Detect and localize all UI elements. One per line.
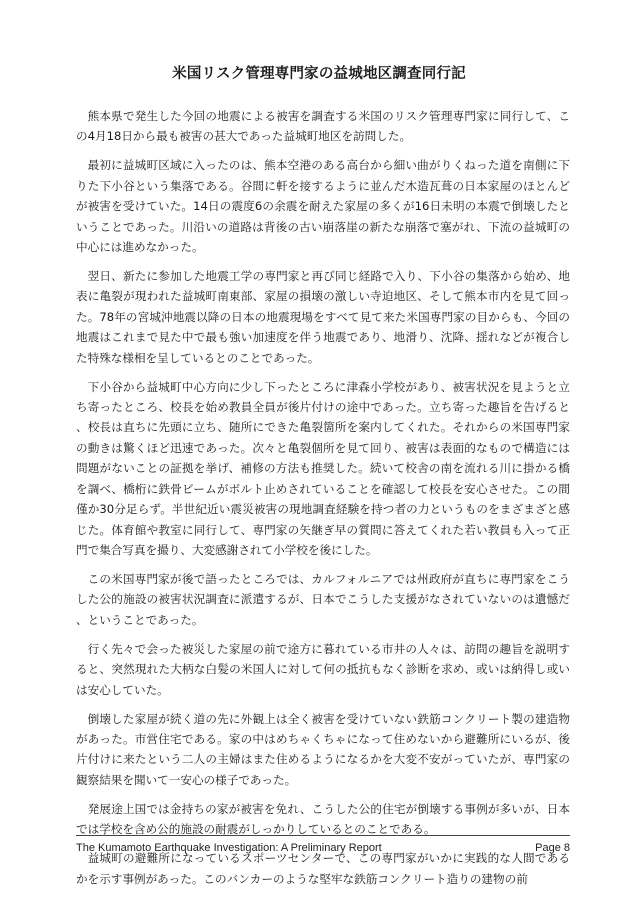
footer-page-number: Page 8	[535, 842, 570, 854]
paragraph-7: 倒壊した家屋が続く道の先に外観上は全く被害を受けていない鉄筋コンクリート製の建造物があった。市営住宅である。家の中はめちゃくちゃになって住めないから避難所にいるが、後片付けに来たという二人の主婦はまた住めるようになるかを大変不安がっていたが、専門家の観察結果を聞いて一安心の様子であった。	[76, 711, 570, 787]
paragraph-3: 翌日、新たに参加した地震工学の専門家と再び同じ経路で入り、下小谷の集落から始め、地表に亀裂が現われた益城町南東部、家屋の損壊の激しい寺迫地区、そして熊本市内を見て回った。78年の宮城沖地震以降の日本の地震現場をすべて見て来た米国専門家の目からも、今回の地震はこれまで見た中で最も強い加速度を伴う地震であり、地滑り、沈降、揺れなどが複合した特殊な様相を呈しているとのことであった。	[76, 269, 570, 365]
page-footer	[76, 835, 570, 855]
page-title: 米国リスク管理専門家の益城地区調査同行記	[172, 66, 466, 82]
paragraph-8: 発展途上国では金持ちの家が被害を免れ、こうした公的住宅が倒壊する事例が多いが、日本では学校を含め公的施設の耐震がしっかりしているとのことである。	[76, 801, 570, 837]
paragraph-2: 最初に益城町区域に入ったのは、熊本空港のある高台から細い曲がりくねった道を南側に下りた下小谷という集落である。谷間に軒を接するように並んだ木造瓦葺の日本家屋のほとんどが被害を受けていた。14日の震度6の余震を耐えた家屋の多くが16日未明の本震で倒壊したということであった。川沿いの道路は背後の古い崩落崖の新たな崩落で塞がれ、下流の益城町の中心には進めなかった。	[76, 158, 570, 255]
paragraph-6: 行く先々で会った被災した家屋の前で途方に暮れている市井の人々は、訪問の趣旨を説明すると、突然現れた大柄な白髪の米国人に対して何の抵抗もなく診断を求め、或いは納得し或いは安心していた。	[76, 641, 570, 697]
paragraph-9: 益城町の避難所になっているスポーツセンターで、この専門家がいかに実践的な人間であるかを示す事例があった。このバンカーのような堅牢な鉄筋コンクリート造りの建物の前	[76, 851, 570, 886]
paragraph-1: 熊本県で発生した今回の地震による被害を調査する米国のリスク管理専門家に同行して、この4月18日から最も被害の甚大であった益城町地区を訪問した。	[76, 109, 570, 144]
paragraph-4: 下小谷から益城町中心方向に少し下ったところに津森小学校があり、被害状況を見ようと立ち寄ったところ、校長を始め教員全員が後片付けの途中であった。立ち寄った趣旨を告げると、校長は直ちに先頭に立ち、随所にできた亀裂箇所を案内してくれた。それからの米国専門家の動きは驚くほど迅速であった。次々と亀裂個所を見て回り、被害は表面的なもので構造には問題がないことの証拠を挙げ、補修の方法も推奨した。続いて校舎の南を流れる川に掛かる橋を調べ、橋桁に鉄骨ビームがボルト止めされていることを確認して校長を安心させた。この間僅か30分足らず。半世紀近い震災被害の現地調査経験を持つ者の力というものをまざまざと感じた。体育館や教室に同行して、専門家の矢継ぎ早の質問に答えてくれた若い教員も入って正門で集合写真を撮り、大変感謝されて小学校を後にした。	[76, 379, 570, 557]
footer-report-title: The Kumamoto Earthquake Investigation: A Preliminary Report	[76, 842, 382, 854]
document-body	[76, 106, 570, 898]
paragraph-5: この米国専門家が後で語ったところでは、カルフォルニアでは州政府が直ちに専門家をこうした公的施設の被害状況調査に派遣するが、日本でこうした支援がなされていないのは遺憾だ、ということであった。	[76, 571, 570, 627]
